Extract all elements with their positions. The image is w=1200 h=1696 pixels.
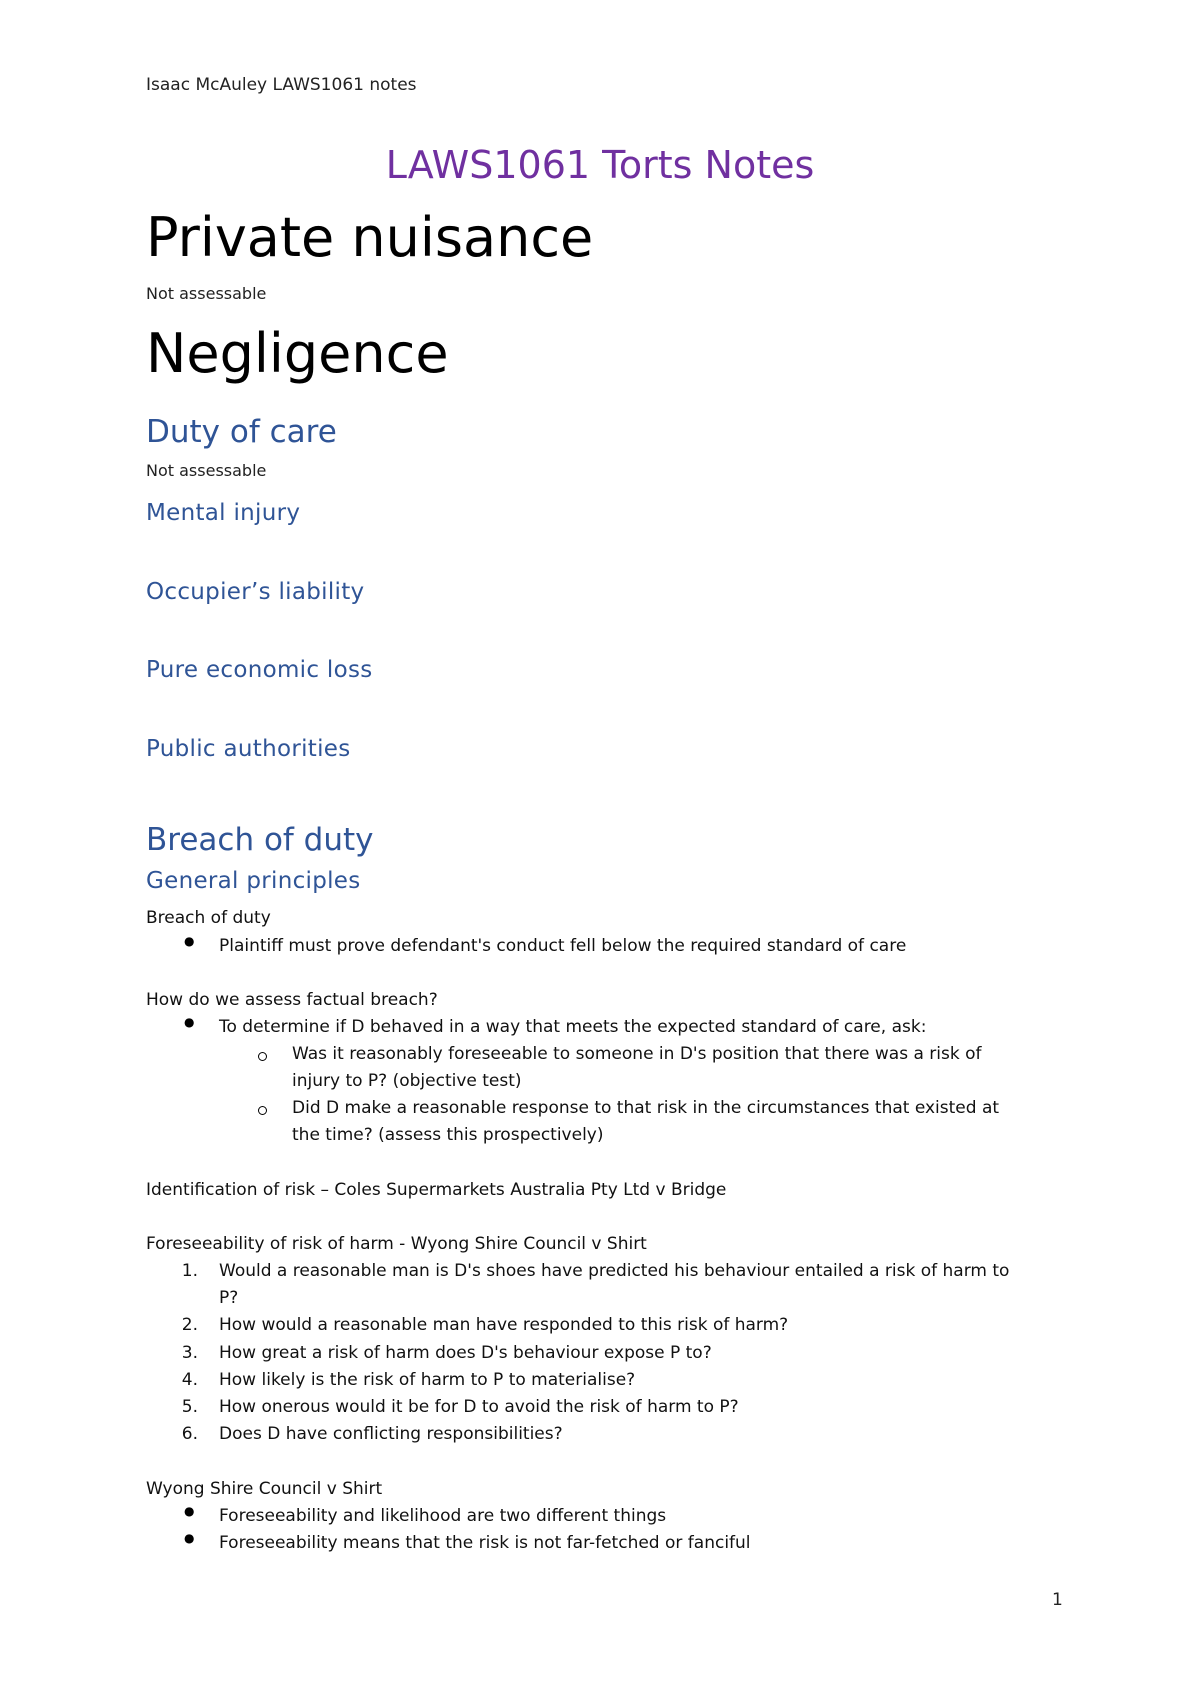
bullet-icon: ●	[184, 934, 195, 948]
duty-of-care-note: Not assessable	[146, 461, 267, 480]
list-item: Foreseeability and likelihood are two different things	[219, 1506, 667, 1526]
bullet-icon: ●	[184, 1015, 195, 1029]
bullet-icon: ●	[184, 1531, 195, 1545]
list-number: 1.	[181, 1261, 198, 1281]
breach-label: Breach of duty	[146, 908, 271, 928]
heading-negligence: Negligence	[146, 322, 449, 385]
list-item: Foreseeability means that the risk is not far-fetched or fanciful	[219, 1533, 751, 1553]
factual-breach-question: How do we assess factual breach?	[146, 990, 438, 1010]
numbered-item-continued: P?	[219, 1288, 239, 1308]
heading-duty-of-care: Duty of care	[146, 414, 337, 450]
page-number: 1	[1052, 1590, 1063, 1610]
numbered-item: How great a risk of harm does D's behaviour expose P to?	[219, 1343, 712, 1363]
page-header: Isaac McAuley LAWS1061 notes	[146, 75, 417, 95]
sub-list-item-continued: the time? (assess this prospectively)	[292, 1125, 604, 1145]
identification-of-risk: Identification of risk – Coles Supermarkets Australia Pty Ltd v Bridge	[146, 1180, 727, 1200]
private-nuisance-note: Not assessable	[146, 284, 267, 303]
heading-breach-of-duty: Breach of duty	[146, 822, 374, 858]
numbered-item: Does D have conflicting responsibilities?	[219, 1424, 563, 1444]
numbered-item: Would a reasonable man is D's shoes have predicted his behaviour entailed a risk of harm to	[219, 1261, 1010, 1281]
subheading-pure-economic-loss: Pure economic loss	[146, 657, 373, 683]
wyong-heading: Wyong Shire Council v Shirt	[146, 1479, 383, 1499]
document-title: LAWS1061 Torts Notes	[385, 143, 815, 187]
bullet-icon: ●	[184, 1504, 195, 1518]
list-number: 6.	[181, 1424, 198, 1444]
list-item: To determine if D behaved in a way that meets the expected standard of care, ask:	[219, 1017, 927, 1037]
numbered-item: How would a reasonable man have responded to this risk of harm?	[219, 1315, 789, 1335]
sub-list-item-continued: injury to P? (objective test)	[292, 1071, 522, 1091]
circle-bullet-icon	[258, 1106, 267, 1115]
circle-bullet-icon	[258, 1052, 267, 1061]
subheading-public-authorities: Public authorities	[146, 736, 351, 762]
list-number: 4.	[181, 1370, 198, 1390]
list-number: 3.	[181, 1343, 198, 1363]
list-item: Plaintiff must prove defendant's conduct fell below the required standard of care	[219, 936, 907, 956]
subheading-occupiers-liability: Occupier’s liability	[146, 579, 365, 605]
subheading-mental-injury: Mental injury	[146, 500, 301, 526]
numbered-item: How onerous would it be for D to avoid the risk of harm to P?	[219, 1397, 739, 1417]
heading-private-nuisance: Private nuisance	[146, 206, 594, 269]
foreseeability-heading: Foreseeability of risk of harm - Wyong Shire Council v Shirt	[146, 1234, 647, 1254]
sub-list-item: Did D make a reasonable response to that risk in the circumstances that existed at	[292, 1098, 1000, 1118]
subheading-general-principles: General principles	[146, 868, 361, 894]
list-number: 2.	[181, 1315, 198, 1335]
sub-list-item: Was it reasonably foreseeable to someone in D's position that there was a risk of	[292, 1044, 982, 1064]
list-number: 5.	[181, 1397, 198, 1417]
numbered-item: How likely is the risk of harm to P to materialise?	[219, 1370, 636, 1390]
